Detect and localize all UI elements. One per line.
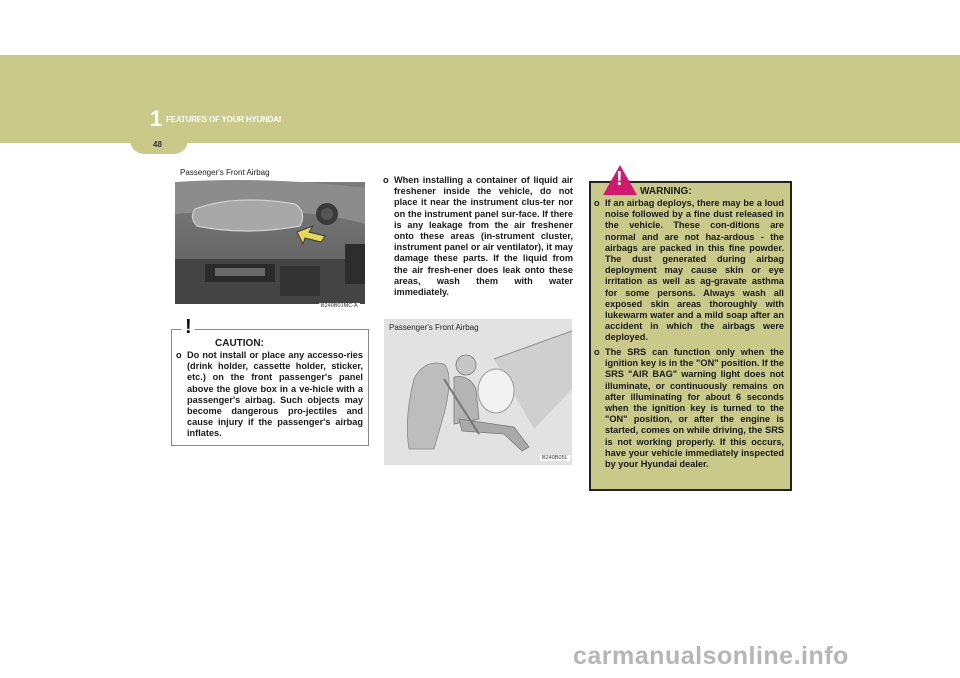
bullet-marker: o: [594, 347, 600, 357]
chapter-number: 1: [150, 106, 163, 131]
bullet-marker: o: [594, 198, 600, 208]
warning-bullet-1: [594, 198, 784, 344]
warning-title: WARNING:: [640, 186, 692, 197]
freshener-bullet: [383, 175, 573, 298]
header-band: [0, 55, 960, 143]
warning-bullet-2-text: The SRS can function only when the ignition key is in the "ON" position. If the SRS "AIR BAG" warning light does not illuminate, or continuously remains on after illuminating for about 6 seconds when the ignition key is turned to the "ON" position, or after the engine is started, comes on while driving, the SRS is not working properly. If this occurs, have your vehicle immediately inspected by your Hyundai dealer.: [605, 347, 784, 470]
warning-exclamation-icon: !: [616, 168, 623, 190]
figure2-caption: Passenger's Front Airbag: [389, 323, 479, 332]
chapter-title: FEATURES OF YOUR HYUNDAI: [166, 115, 281, 124]
airbag-deployment-illustration: [384, 319, 572, 465]
caution-exclamation-icon: !: [185, 316, 192, 338]
dashboard-illustration: [175, 164, 365, 312]
deployment-drawing: [384, 319, 572, 465]
caution-title: CAUTION:: [215, 338, 264, 349]
bullet-marker: o: [176, 350, 182, 360]
figure1-caption: Passenger's Front Airbag: [180, 168, 270, 177]
page-number: 48: [153, 140, 162, 149]
caution-bullet: [176, 350, 363, 440]
freshener-bullet-text: When installing a container of liquid air freshener inside the vehicle, do not place it near the instrument clus-ter nor on the instrument panel sur-face. If there is any leakage from the air freshener onto these areas (in-strument cluster, instrument panel or air ventilator), it may damage these parts. If the liquid from the air fresh-ener does leak onto these areas, wash them with water immediately.: [394, 175, 573, 298]
figure2-code: B240B05L: [542, 455, 568, 461]
warning-bullet-1-text: If an airbag deploys, there may be a loud noise followed by a fine dust released in the vehicle. These con-ditions are normal and are not haz-ardous - the airbags are packed in this fine powder. The dust generated during airbag deployment may cause skin or eye irritation as well as ag-gravate asthma for some persons. Always wash all exposed skin areas thoroughly with lukewarm water and a mild soap after an accident in which the airbags were deployed.: [605, 198, 784, 343]
warning-bullet-2: [594, 347, 784, 470]
figure1-code: B240B01MC-A: [321, 303, 358, 309]
site-watermark: carmanualsonline.info: [573, 642, 849, 670]
caution-bullet-text: Do not install or place any accesso-ries (drink holder, cassette holder, sticker, etc.) on the front passenger's panel above the glove box in a ve-hicle with a passenger's airbag. Such objects may become dangerous pro-jectiles and cause injury if the passenger's airbag inflates.: [187, 350, 363, 439]
airbag-dashboard-photo: [175, 164, 365, 312]
bullet-marker: o: [383, 175, 389, 185]
